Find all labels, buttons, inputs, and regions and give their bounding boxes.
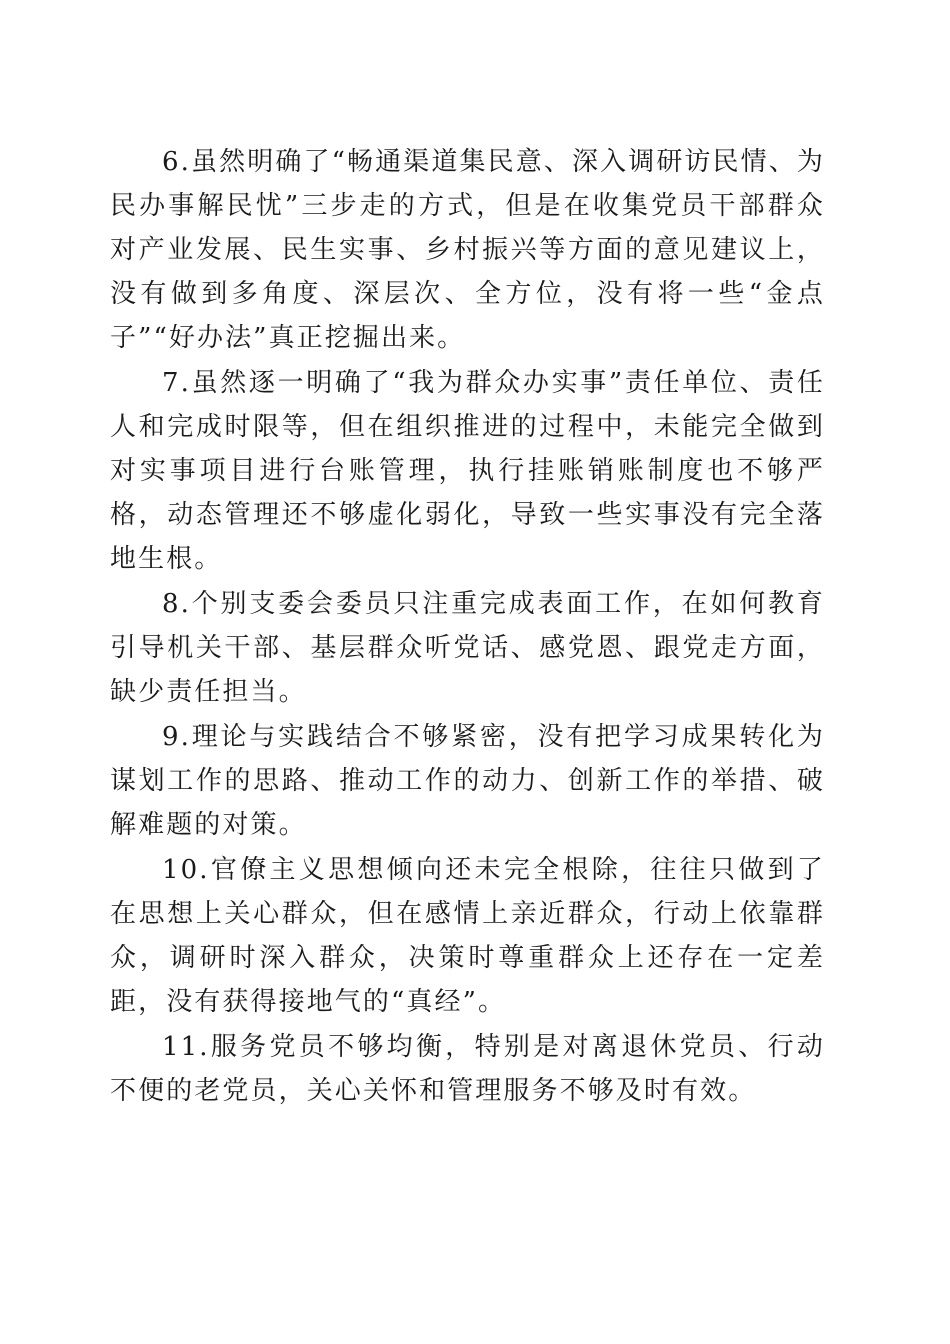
paragraph-text: 虽然逐一明确了“我为群众办实事”责任单位、责任人和完成时限等，但在组织推进的过程中，未能完全做到对实事项目进行台账管理，执行挂账销账制度也不够严格，动态管理还不够虚化弱化，导致一些实事没有完全落地生根。 xyxy=(110,368,825,574)
paragraph-number: 7. xyxy=(162,368,192,398)
paragraph-text: 虽然明确了“畅通渠道集民意、深入调研访民情、为民办事解民忧”三步走的方式，但是在收集党员干部群众对产业发展、民生实事、乡村振兴等方面的意见建议上，没有做到多角度、深层次、全方位，没有将一些“金点子”“好办法”真正挖掘出来。 xyxy=(110,147,825,353)
paragraph-11 xyxy=(110,1025,825,1113)
paragraph-text: 理论与实践结合不够紧密，没有把学习成果转化为谋划工作的思路、推动工作的动力、创新工作的举措、破解难题的对策。 xyxy=(110,722,825,840)
document-body xyxy=(110,140,825,1114)
paragraph-text: 官僚主义思想倾向还未完全根除，往往只做到了在思想上关心群众，但在感情上亲近群众，行动上依靠群众，调研时深入群众，决策时尊重群众上还存在一定差距，没有获得接地气的“真经”。 xyxy=(110,855,825,1017)
paragraph-9 xyxy=(110,715,825,847)
paragraph-10 xyxy=(110,848,825,1024)
paragraph-number: 9. xyxy=(162,722,192,752)
paragraph-8 xyxy=(110,582,825,714)
paragraph-text: 服务党员不够均衡，特别是对离退休党员、行动不便的老党员，关心关怀和管理服务不够及时有效。 xyxy=(110,1032,825,1106)
paragraph-7 xyxy=(110,361,825,581)
paragraph-number: 11. xyxy=(162,1032,210,1062)
paragraph-number: 10. xyxy=(162,855,210,885)
paragraph-6 xyxy=(110,140,825,360)
paragraph-number: 6. xyxy=(162,147,192,177)
paragraph-number: 8. xyxy=(162,589,192,619)
paragraph-text: 个别支委会委员只注重完成表面工作，在如何教育引导机关干部、基层群众听党话、感党恩、跟党走方面，缺少责任担当。 xyxy=(110,589,825,707)
